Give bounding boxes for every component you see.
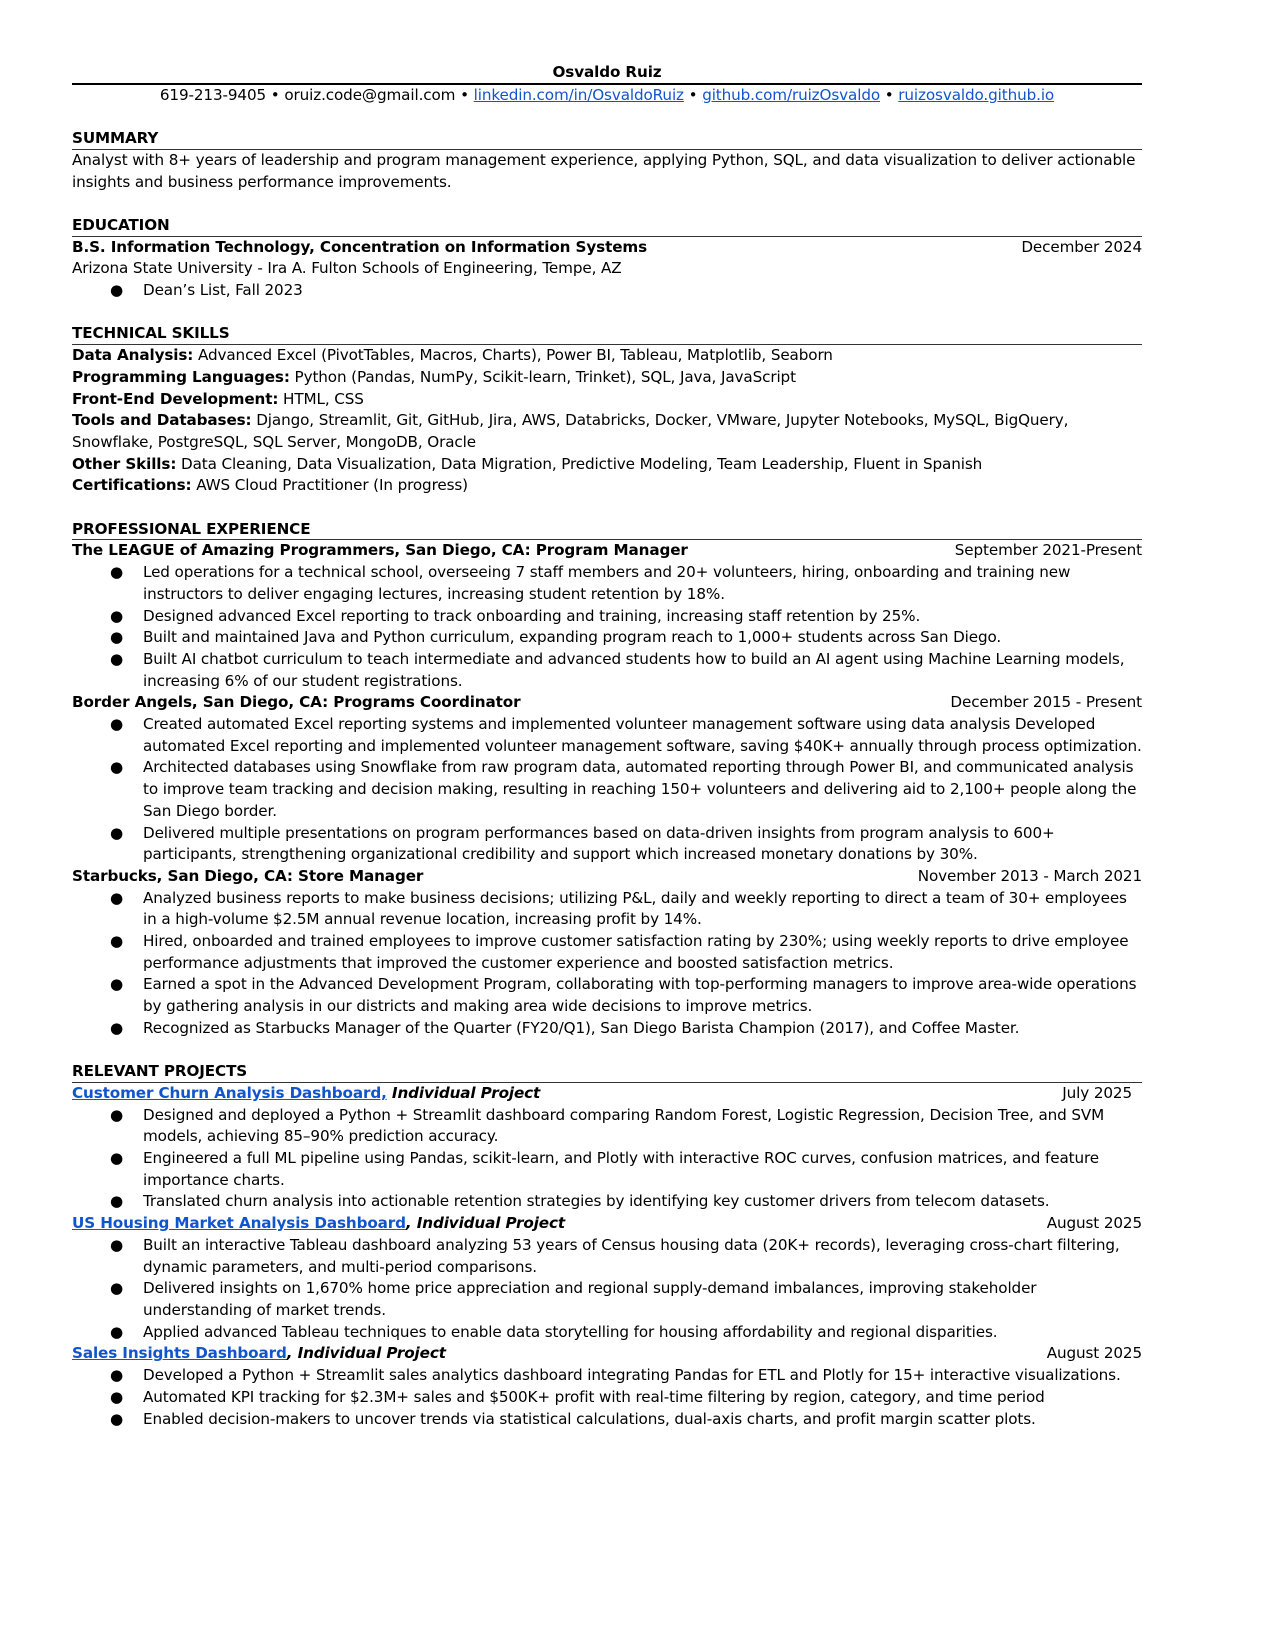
list-item [72,1278,1142,1321]
skill-line [72,367,1142,389]
project-heading [72,1083,1142,1105]
text-span: Hired, onboarded and trained employees to improve customer satisfaction rating by 230%; using weekly reports to drive employee performance adjustments that improved the customer experience and boosted satisfaction metrics. [143,932,1129,972]
bullet-icon: ● [110,758,124,777]
job-bullets [72,888,1142,1040]
skill-line [72,475,1142,497]
text-span: Certifications: [72,476,192,495]
list-item [72,888,1142,931]
separator: • [688,85,698,104]
project-heading [72,1213,1142,1235]
bullet-icon: ● [110,1018,124,1037]
text-span: Delivered insights on 1,670% home price appreciation and regional supply-demand imbalances, improving stakeholder understanding of market trends. [143,1279,1037,1319]
text-span: Designed advanced Excel reporting to track onboarding and training, increasing staff retention by 25%. [143,606,921,625]
text-span: Led operations for a technical school, overseeing 7 staff members and 20+ volunteers, hiring, onboarding and training new instructors to deliver engaging lectures, increasing student retention by 18%. [143,563,1071,603]
project-date: July 2025 [1062,1083,1132,1102]
bullet-icon: ● [110,975,124,994]
list-item [72,714,1142,757]
text-span: Python (Pandas, NumPy, Scikit-learn, Trinket), SQL, Java, JavaScript [294,367,796,386]
text-span: Dean’s List, Fall 2023 [143,281,303,299]
education-bullets [72,280,1142,302]
degree-date: December 2024 [1021,237,1142,256]
text-span: Earned a spot in the Advanced Development Program, collaborating with top-performing managers to improve area-wide operations by gathering analysis in our districts and making area wide decisions to improve metrics. [143,975,1137,1016]
list-item [72,974,1142,1017]
bullet-icon: ● [110,1322,124,1341]
contact-line [72,85,1142,107]
text-span: Front-End Development: [72,389,279,408]
website-link[interactable]: ruizosvaldo.github.io [898,85,1055,104]
bullet-icon: ● [110,1409,124,1428]
text-span: Delivered multiple presentations on program performances based on data-driven insights from program analysis to 600+ participants, strengthening organizational credibility and support which increased monetary donations by 30%. [143,823,1055,864]
text-span [72,497,1142,519]
text-span [72,1213,565,1235]
bullet-icon: ● [110,606,124,625]
text-span: The LEAGUE of Amazing Programmers, San Diego, CA: Program Manager [72,541,688,560]
skill-line [72,454,1142,476]
project-date: August 2025 [1046,1214,1142,1233]
project-link[interactable]: US Housing Market Analysis Dashboard [72,1214,406,1233]
skill-line [72,410,1142,453]
list-item [72,649,1142,692]
resume-page [72,62,1142,1430]
email: oruiz.code@gmail.com [284,85,456,104]
text-span: Enabled decision-makers to uncover trends via statistical calculations, dual-axis charts, and profit margin scatter plots. [143,1409,1036,1428]
text-span: Built AI chatbot curriculum to teach intermediate and advanced students how to build an AI agent using Machine Learning models, increasing 6% of our student registrations. [143,649,1125,690]
separator: • [270,85,280,104]
bullet-icon: ● [110,628,124,647]
text-span: Applied advanced Tableau techniques to enable data storytelling for housing affordability and regional disparities. [143,1322,998,1341]
bullet-icon: ● [110,1235,124,1254]
school: Arizona State University - Ira A. Fulton Schools of Engineering, Tempe, AZ [72,259,622,278]
skill-line [72,389,1142,411]
separator: • [884,85,894,104]
text-span [72,1083,540,1105]
bullet-icon: ● [110,1366,124,1385]
list-item [72,1365,1142,1387]
text-span: , Individual Project [405,1214,566,1233]
job-date: September 2021-Present [954,541,1142,560]
job-heading [72,692,1142,714]
job-bullets [72,562,1142,692]
list-item [72,606,1142,628]
bullet-icon: ● [110,823,124,842]
job-bullets [72,714,1142,866]
project-link[interactable]: Sales Insights Dashboard [72,1344,287,1363]
text-span: Data Analysis: [72,346,194,365]
text-span: Recognized as Starbucks Manager of the Quarter (FY20/Q1), San Diego Barista Champion (2017), and Coffee Master. [143,1018,1020,1037]
list-item [72,627,1142,649]
text-span: Architected databases using Snowflake from raw program data, automated reporting through Power BI, and communicated analysis to improve team tracking and decision making, resulting in reaching 150+ volunteers and delivering aid to 2,100+ people along the San Diego border. [143,758,1137,820]
list-item [72,1148,1142,1191]
skill-line [72,345,1142,367]
list-item [72,562,1142,605]
list-item [72,1409,1142,1431]
project-bullets [72,1365,1142,1430]
text-span: Automated KPI tracking for $2.3M+ sales and $500K+ profit with real-time filtering by region, category, and time period [143,1387,1045,1406]
list-item [72,1235,1142,1278]
list-item [72,1387,1142,1409]
job-heading [72,540,1142,562]
separator: • [460,85,469,104]
bullet-icon: ● [110,932,124,951]
bullet-icon: ● [110,1192,124,1211]
list-item [72,931,1142,974]
text-span: Created automated Excel reporting systems and implemented volunteer management software using data analysis Developed automated Excel reporting and implemented volunteer management software, saving $40K+ annually through process optimization. [143,715,1142,755]
text-span: Tools and Databases: [72,411,252,430]
text-span: Translated churn analysis into actionable retention strategies by identifying key customer drivers from telecom datasets. [143,1192,1050,1211]
text-span: AWS Cloud Practitioner (In progress) [196,476,468,495]
summary-text: Analyst with 8+ years of leadership and program management experience, applying Python, SQL, and data visualization to deliver actionable insights and business performance improvements. [72,150,1136,191]
list-item [72,1191,1142,1213]
list-item [72,823,1142,866]
text-span: Advanced Excel (PivotTables, Macros, Charts), Power BI, Tableau, Matplotlib, Seaborn [197,346,833,365]
text-span: Analyzed business reports to make business decisions; utilizing P&L, daily and weekly reporting to direct a team of 30+ employees in a high-volume $2.5M annual revenue location, increasing profit by 14%. [143,888,1127,929]
text-span: Border Angels, San Diego, CA: Programs Coordinator [72,693,521,712]
bullet-icon: ● [110,1387,124,1406]
list-item [72,280,1142,302]
bullet-icon: ● [110,1279,124,1298]
job-date: December 2015 - Present [950,693,1142,712]
project-bullets [72,1105,1142,1214]
text-span [72,106,1142,128]
text-span [72,1040,1142,1062]
project-bullets [72,1235,1142,1344]
job-date: November 2013 - March 2021 [917,866,1142,885]
text-span: Data Cleaning, Data Visualization, Data Migration, Predictive Modeling, Team Leadership, Fluent in Spanish [181,454,983,473]
list-item [72,1018,1142,1040]
section-title-summary: SUMMARY [72,128,1142,150]
bullet-icon: ● [110,649,124,668]
text-span: Engineered a full ML pipeline using Pandas, scikit-learn, and Plotly with interactive ROC curves, confusion matrices, and feature importance charts. [143,1149,1100,1189]
list-item [72,1105,1142,1148]
project-link[interactable]: Customer Churn Analysis Dashboard, [72,1083,387,1102]
project-heading [72,1343,1142,1365]
list-item [72,1322,1142,1344]
phone: 619-213-9405 [159,85,267,104]
bullet-icon: ● [110,1149,124,1168]
degree: B.S. Information Technology, Concentration on Information Systems [72,237,648,256]
text-span: Programming Languages: [72,367,290,386]
list-item [72,757,1142,822]
job-heading [72,866,1142,888]
text-span: , Individual Project [286,1344,446,1363]
text-span: Built an interactive Tableau dashboard analyzing 53 years of Census housing data (20K+ records), leveraging cross-chart filtering, dynamic parameters, and multi-period comparisons. [143,1235,1120,1276]
text-span: Starbucks, San Diego, CA: Store Manager [72,866,424,885]
text-span: Individual Project [386,1083,541,1102]
text-span: Developed a Python + Streamlit sales analytics dashboard integrating Pandas for ETL and Plotly for 15+ interactive visualizations. [143,1366,1121,1385]
text-span [72,1343,446,1365]
candidate-name: Osvaldo Ruiz [552,63,662,81]
section-title-projects: RELEVANT PROJECTS [72,1061,1142,1083]
section-title-skills: TECHNICAL SKILLS [72,323,1142,345]
text-span: Django, Streamlit, Git, GitHub, Jira, AWS, Databricks, Docker, VMware, Jupyter Notebooks, MySQL, BigQuery, Snowflake, PostgreSQL, SQL Server, MongoDB, Oracle [72,411,1069,451]
bullet-icon: ● [110,563,124,582]
text-span [72,302,1142,324]
text-span: Built and maintained Java and Python curriculum, expanding program reach to 1,000+ students across San Diego. [143,628,1002,647]
github-link[interactable]: github.com/ruizOsvaldo [702,85,881,104]
bullet-icon: ● [110,281,124,299]
linkedin-link[interactable]: linkedin.com/in/OsvaldoRuiz [473,85,684,104]
text-span: Designed and deployed a Python + Streamlit dashboard comparing Random Forest, Logistic Regression, Decision Tree, and SVM models, achieving 85–90% prediction accuracy. [143,1105,1105,1146]
section-title-experience: PROFESSIONAL EXPERIENCE [72,519,1142,541]
bullet-icon: ● [110,715,124,734]
section-title-education: EDUCATION [72,215,1142,237]
bullet-icon: ● [110,1105,124,1124]
project-date: August 2025 [1046,1344,1142,1363]
education-row [72,237,1142,259]
text-span: HTML, CSS [283,389,364,408]
bullet-icon: ● [110,888,124,907]
text-span [72,193,1142,215]
text-span: Other Skills: [72,454,177,473]
